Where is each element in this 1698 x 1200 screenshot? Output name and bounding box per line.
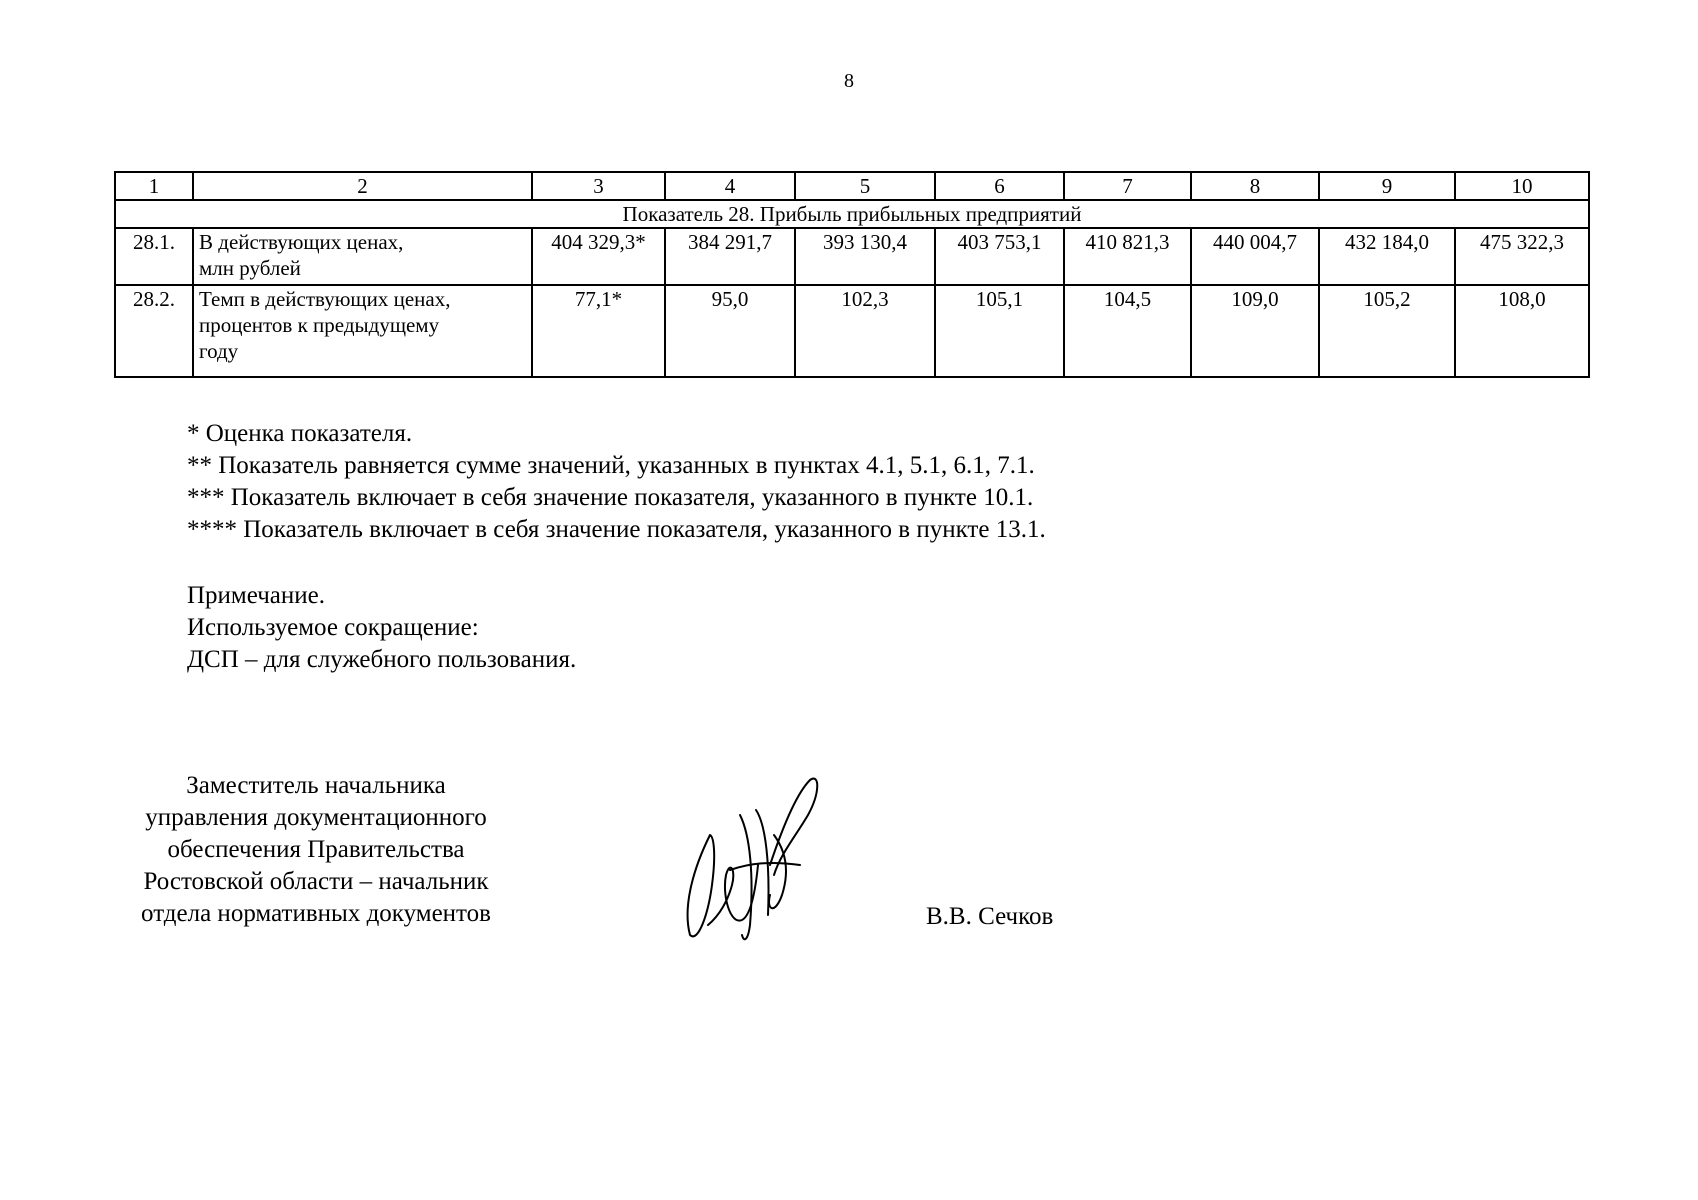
- handwritten-signature: [670, 775, 830, 945]
- value-cell: 403 753,1: [935, 228, 1064, 285]
- row-label-line: Темп в действующих ценах,: [199, 287, 451, 311]
- signer-position-line: Ростовской области – начальник: [143, 868, 489, 895]
- remark-intro: Используемое сокращение:: [187, 614, 479, 641]
- row-number: 28.2.: [115, 285, 193, 377]
- row-label: [193, 228, 532, 285]
- header-cell: 3: [532, 172, 665, 200]
- value-cell: 384 291,7: [665, 228, 795, 285]
- row-number: 28.1.: [115, 228, 193, 285]
- value-cell: 393 130,4: [795, 228, 935, 285]
- table-row: [115, 285, 1589, 377]
- signer-position-line: отдела нормативных документов: [141, 900, 491, 927]
- value-cell: 404 329,3*: [532, 228, 665, 285]
- header-cell: 5: [795, 172, 935, 200]
- header-cell: 10: [1455, 172, 1589, 200]
- footnote: *** Показатель включает в себя значение показателя, указанного в пункте 10.1.: [187, 484, 1034, 511]
- value-cell: 109,0: [1191, 285, 1319, 377]
- value-cell: 475 322,3: [1455, 228, 1589, 285]
- signer-position-line: Заместитель начальника: [186, 772, 446, 799]
- table-header-row: [115, 172, 1589, 200]
- header-cell: 6: [935, 172, 1064, 200]
- remark: [187, 580, 576, 676]
- footnote: * Оценка показателя.: [187, 420, 413, 447]
- section-title-row: [115, 200, 1589, 228]
- header-cell: 2: [193, 172, 532, 200]
- row-label: [193, 285, 532, 377]
- remark-abbreviation: ДСП – для служебного пользования.: [187, 646, 577, 673]
- row-label-line: процентов к предыдущему: [199, 313, 440, 337]
- signer-position-line: управления документационного: [145, 804, 487, 831]
- footnote: **** Показатель включает в себя значение показателя, указанного в пункте 13.1.: [187, 516, 1046, 543]
- row-label-line: В действующих ценах,: [199, 230, 404, 254]
- signer-position: [112, 770, 520, 930]
- value-cell: 105,2: [1319, 285, 1455, 377]
- value-cell: 102,3: [795, 285, 935, 377]
- header-cell: 9: [1319, 172, 1455, 200]
- page-number: 8: [844, 70, 854, 92]
- signer-name: В.В. Сечков: [926, 903, 1054, 930]
- signer-position-line: обеспечения Правительства: [167, 836, 465, 863]
- footnote: ** Показатель равняется сумме значений, указанных в пунктах 4.1, 5.1, 6.1, 7.1.: [187, 452, 1035, 479]
- value-cell: 105,1: [935, 285, 1064, 377]
- value-cell: 104,5: [1064, 285, 1191, 377]
- value-cell: 432 184,0: [1319, 228, 1455, 285]
- value-cell: 440 004,7: [1191, 228, 1319, 285]
- remark-title: Примечание.: [187, 582, 326, 609]
- section-title: Показатель 28. Прибыль прибыльных предприятий: [115, 200, 1589, 228]
- table-row: [115, 228, 1589, 285]
- value-cell: 108,0: [1455, 285, 1589, 377]
- footnotes: [187, 418, 1046, 546]
- indicator-table: [114, 171, 1590, 378]
- row-label-line: году: [199, 339, 239, 363]
- row-label-line: млн рублей: [199, 256, 301, 280]
- value-cell: 77,1*: [532, 285, 665, 377]
- header-cell: 7: [1064, 172, 1191, 200]
- header-cell: 1: [115, 172, 193, 200]
- header-cell: 8: [1191, 172, 1319, 200]
- value-cell: 95,0: [665, 285, 795, 377]
- header-cell: 4: [665, 172, 795, 200]
- value-cell: 410 821,3: [1064, 228, 1191, 285]
